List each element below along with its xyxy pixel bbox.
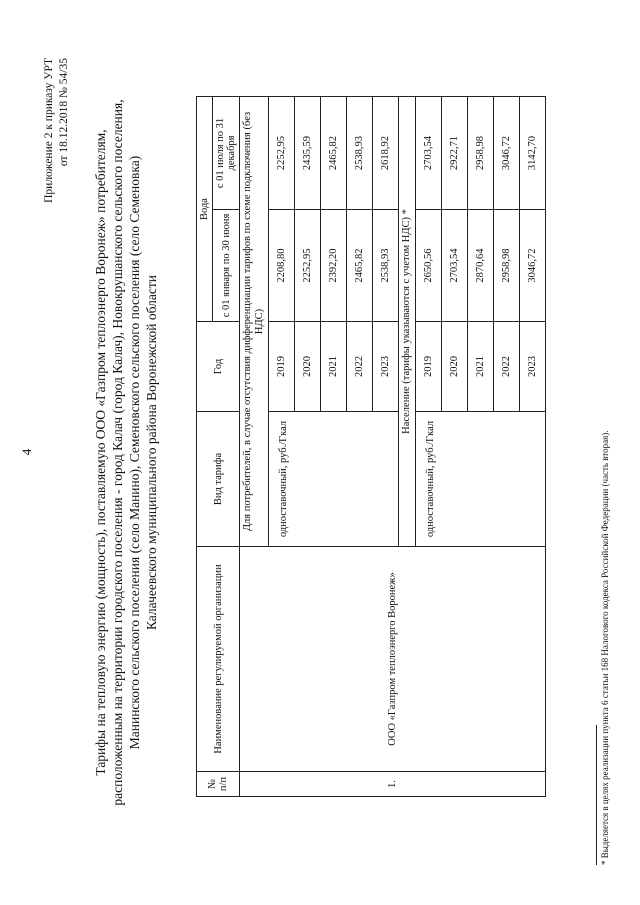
- section-title: Население (тарифы указываются с учетом НДС) *: [399, 97, 416, 547]
- appendix-note: [42, 58, 72, 298]
- value-cell: 2650,56: [416, 210, 442, 322]
- value-cell: 3142,70: [520, 97, 546, 210]
- tariff-table: [196, 96, 546, 797]
- year-cell: 2022: [347, 322, 373, 412]
- header-water: Вода: [197, 97, 213, 322]
- appendix-line-1: Приложение 2 к приказу УРТ: [43, 58, 55, 203]
- row-number: 1.: [240, 772, 546, 797]
- year-cell: 2023: [373, 322, 399, 412]
- value-cell: 2392,20: [321, 210, 347, 322]
- value-cell: 3046,72: [520, 210, 546, 322]
- footnote-divider: [596, 725, 597, 865]
- title-line: расположенным на территории городского поселения - город Калач (город Калач), Новокрушанского сельского поселения,: [110, 99, 125, 806]
- value-cell: 2618,92: [373, 97, 399, 210]
- value-cell: 2922,71: [442, 97, 468, 210]
- value-cell: 2870,64: [468, 210, 494, 322]
- value-cell: 2958,98: [494, 210, 520, 322]
- year-cell: 2023: [520, 322, 546, 412]
- page-number: 4: [19, 448, 34, 456]
- title-line: Тарифы на тепловую энергию (мощность), поставляемую ООО «Газпром теплоэнерго Воронеж» потребителям,: [93, 129, 108, 776]
- header-tariff-type: Вид тарифа: [197, 412, 240, 547]
- year-cell: 2021: [468, 322, 494, 412]
- value-cell: 2703,54: [416, 97, 442, 210]
- year-cell: 2020: [442, 322, 468, 412]
- year-cell: 2019: [269, 322, 295, 412]
- appendix-line-2: от 18.12.2018 № 54/35: [58, 58, 70, 167]
- section-title: Для потребителей, в случае отсутствия дифференциации тарифов по схеме подключения (без НДС): [240, 97, 269, 547]
- value-cell: 2703,54: [442, 210, 468, 322]
- value-cell: 2435,59: [295, 97, 321, 210]
- title-line: Калачеевского муниципального района Воронежской области: [144, 274, 159, 631]
- year-cell: 2021: [321, 322, 347, 412]
- year-cell: 2019: [416, 322, 442, 412]
- header-year: Год: [197, 322, 240, 412]
- value-cell: 3046,72: [494, 97, 520, 210]
- title-line: Манинского сельского поселения (село Манино), Семеновского сельского поселения (село Семеновка): [127, 155, 142, 750]
- tariff-type: одноставочный, руб./Гкал: [269, 412, 399, 547]
- organization-name: ООО «Газпром теплоэнерго Воронеж»: [240, 547, 546, 772]
- value-cell: 2465,82: [347, 210, 373, 322]
- year-cell: 2022: [494, 322, 520, 412]
- value-cell: 2538,93: [347, 97, 373, 210]
- value-cell: 2958,98: [468, 97, 494, 210]
- year-cell: 2020: [295, 322, 321, 412]
- value-cell: 2538,93: [373, 210, 399, 322]
- value-cell: 2252,95: [295, 210, 321, 322]
- header-period-1: с 01 января по 30 июня: [213, 210, 240, 322]
- header-period-2: с 01 июля по 31 декабря: [213, 97, 240, 210]
- value-cell: 2252,95: [269, 97, 295, 210]
- header-organization: Наименование регулируемой организации: [197, 547, 240, 772]
- tariff-type: одноставочный, руб./Гкал: [416, 412, 546, 547]
- document-title: [92, 40, 160, 865]
- header-number: № п/п: [197, 772, 240, 797]
- value-cell: 2208,80: [269, 210, 295, 322]
- footnote: * Выделяется в целях реализации пункта 6 статьи 168 Налогового кодекса Российской Федерации (часть вторая).: [600, 430, 610, 865]
- value-cell: 2465,82: [321, 97, 347, 210]
